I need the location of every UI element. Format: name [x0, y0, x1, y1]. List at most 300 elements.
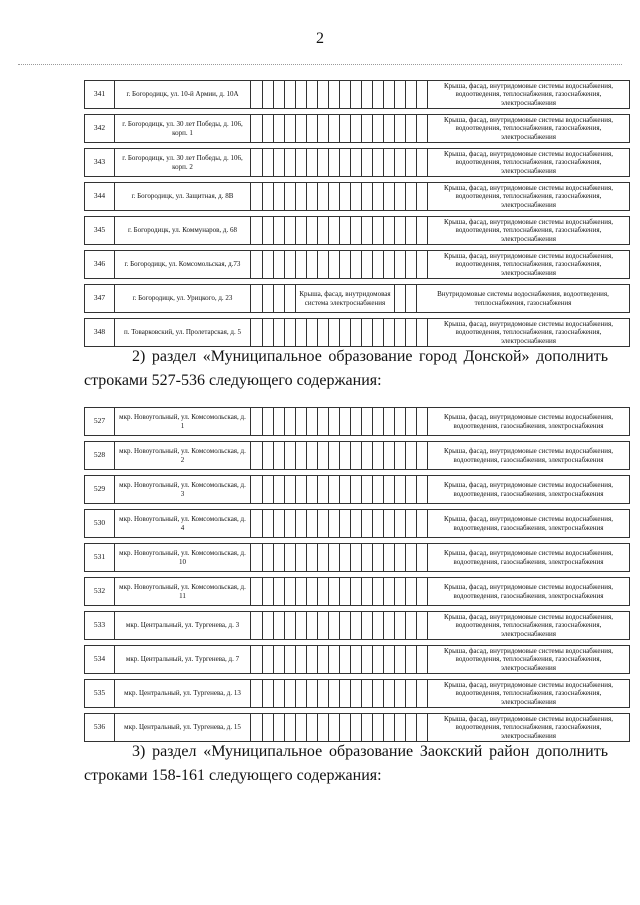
empty-cell	[417, 680, 428, 708]
repair-works: Крыша, фасад, внутридомовые системы водоснабжения, водоотведения, теплоснабжения, газоснабжения, электроснабжения	[428, 612, 630, 640]
empty-cell	[251, 217, 263, 245]
empty-cell	[395, 183, 406, 211]
empty-cell	[340, 578, 351, 606]
empty-cell	[307, 646, 318, 674]
empty-cell	[351, 115, 362, 143]
table-row	[85, 217, 630, 245]
empty-cell	[384, 442, 395, 470]
table-row	[85, 646, 630, 674]
empty-cell	[417, 510, 428, 538]
empty-cell	[351, 149, 362, 177]
empty-cell	[285, 251, 296, 279]
empty-cell	[362, 714, 373, 742]
empty-cell	[362, 149, 373, 177]
empty-cell	[340, 646, 351, 674]
empty-cell	[395, 714, 406, 742]
empty-cell	[296, 442, 307, 470]
table-row	[85, 442, 630, 470]
repair-works: Крыша, фасад, внутридомовые системы водоснабжения, водоотведения, теплоснабжения, газоснабжения, электроснабжения	[428, 183, 630, 211]
table-row	[85, 714, 630, 742]
empty-cell	[263, 714, 274, 742]
empty-cell	[362, 251, 373, 279]
table-row	[85, 510, 630, 538]
building-address: мкр. Центральный, ул. Тургенева, д. 3	[115, 612, 251, 640]
empty-cell	[274, 544, 285, 572]
empty-cell	[373, 115, 384, 143]
empty-cell	[274, 612, 285, 640]
empty-cell	[318, 115, 329, 143]
empty-cell	[296, 646, 307, 674]
empty-cell	[395, 578, 406, 606]
empty-cell	[395, 81, 406, 109]
empty-cell	[285, 115, 296, 143]
empty-cell	[251, 81, 263, 109]
empty-cell	[274, 285, 285, 313]
empty-cell	[395, 408, 406, 436]
empty-cell	[263, 251, 274, 279]
empty-cell	[362, 612, 373, 640]
row-number: 348	[85, 319, 115, 347]
empty-cell	[285, 81, 296, 109]
empty-cell	[362, 646, 373, 674]
empty-cell	[373, 544, 384, 572]
empty-cell	[318, 251, 329, 279]
empty-cell	[362, 544, 373, 572]
empty-cell	[406, 442, 417, 470]
empty-cell	[351, 510, 362, 538]
repair-works: Крыша, фасад, внутридомовые системы водоснабжения, водоотведения, теплоснабжения, газоснабжения, электроснабжения	[428, 115, 630, 143]
empty-cell	[318, 408, 329, 436]
empty-cell	[406, 680, 417, 708]
empty-cell	[417, 612, 428, 640]
empty-cell	[263, 408, 274, 436]
empty-cell	[340, 319, 351, 347]
empty-cell	[263, 680, 274, 708]
empty-cell	[307, 612, 318, 640]
table-row	[85, 149, 630, 177]
empty-cell	[263, 217, 274, 245]
empty-cell	[417, 714, 428, 742]
empty-cell	[384, 81, 395, 109]
empty-cell	[395, 319, 406, 347]
empty-cell	[362, 578, 373, 606]
empty-cell	[351, 217, 362, 245]
table-row	[85, 115, 630, 143]
empty-cell	[307, 578, 318, 606]
building-address: мкр. Новоугольный, ул. Комсомольская, д. 10	[115, 544, 251, 572]
empty-cell	[417, 408, 428, 436]
empty-cell	[373, 714, 384, 742]
scan-dotted-line	[18, 64, 622, 67]
empty-cell	[318, 183, 329, 211]
empty-cell	[251, 115, 263, 143]
empty-cell	[406, 612, 417, 640]
empty-cell	[384, 578, 395, 606]
empty-cell	[285, 319, 296, 347]
empty-cell	[340, 680, 351, 708]
empty-cell	[274, 476, 285, 504]
row-number: 528	[85, 442, 115, 470]
empty-cell	[406, 285, 417, 313]
empty-cell	[351, 442, 362, 470]
building-address: п. Товарковский, ул. Пролетарская, д. 5	[115, 319, 251, 347]
empty-cell	[417, 251, 428, 279]
empty-cell	[274, 115, 285, 143]
empty-cell	[318, 714, 329, 742]
empty-cell	[274, 183, 285, 211]
empty-cell	[285, 646, 296, 674]
empty-cell	[307, 476, 318, 504]
table-row	[85, 81, 630, 109]
building-address: мкр. Центральный, ул. Тургенева, д. 15	[115, 714, 251, 742]
repair-works: Внутридомовые системы водоснабжения, водоотведения, теплоснабжения, газоснабжения	[417, 285, 630, 313]
empty-cell	[373, 680, 384, 708]
empty-cell	[340, 251, 351, 279]
empty-cell	[351, 408, 362, 436]
empty-cell	[263, 612, 274, 640]
empty-cell	[296, 680, 307, 708]
empty-cell	[329, 149, 340, 177]
repair-works: Крыша, фасад, внутридомовые системы водоснабжения, водоотведения, теплоснабжения, газоснабжения, электроснабжения	[428, 680, 630, 708]
row-number: 532	[85, 578, 115, 606]
empty-cell	[384, 115, 395, 143]
empty-cell	[384, 183, 395, 211]
buildings-table-donskoy	[84, 407, 630, 742]
empty-cell	[251, 578, 263, 606]
row-number: 345	[85, 217, 115, 245]
empty-cell	[417, 646, 428, 674]
empty-cell	[285, 183, 296, 211]
empty-cell	[285, 612, 296, 640]
empty-cell	[373, 408, 384, 436]
building-address: г. Богородицк, ул. 30 лет Победы, д. 106, корп. 2	[115, 149, 251, 177]
empty-cell	[373, 578, 384, 606]
repair-works: Крыша, фасад, внутридомовые системы водоснабжения, водоотведения, теплоснабжения, газоснабжения, электроснабжения	[428, 646, 630, 674]
row-number: 347	[85, 285, 115, 313]
empty-cell	[406, 115, 417, 143]
buildings-table-bogoroditsk	[84, 80, 630, 347]
empty-cell	[251, 714, 263, 742]
empty-cell	[263, 183, 274, 211]
empty-cell	[417, 183, 428, 211]
empty-cell	[395, 217, 406, 245]
empty-cell	[318, 217, 329, 245]
empty-cell	[329, 81, 340, 109]
empty-cell	[351, 319, 362, 347]
row-number: 527	[85, 408, 115, 436]
empty-cell	[285, 578, 296, 606]
empty-cell	[329, 442, 340, 470]
empty-cell	[285, 680, 296, 708]
empty-cell	[329, 680, 340, 708]
empty-cell	[362, 81, 373, 109]
empty-cell	[274, 408, 285, 436]
empty-cell	[296, 149, 307, 177]
empty-cell	[362, 476, 373, 504]
empty-cell	[351, 714, 362, 742]
empty-cell	[340, 544, 351, 572]
table-row	[85, 408, 630, 436]
empty-cell	[296, 578, 307, 606]
empty-cell	[395, 442, 406, 470]
empty-cell	[384, 510, 395, 538]
empty-cell	[340, 81, 351, 109]
empty-cell	[384, 476, 395, 504]
empty-cell	[373, 319, 384, 347]
empty-cell	[285, 476, 296, 504]
empty-cell	[263, 510, 274, 538]
empty-cell	[329, 578, 340, 606]
empty-cell	[362, 115, 373, 143]
empty-cell	[318, 680, 329, 708]
empty-cell	[362, 319, 373, 347]
empty-cell	[329, 408, 340, 436]
empty-cell	[373, 251, 384, 279]
row-number: 344	[85, 183, 115, 211]
row-number: 534	[85, 646, 115, 674]
table-row	[85, 680, 630, 708]
empty-cell	[263, 476, 274, 504]
table-row	[85, 285, 630, 313]
empty-cell	[318, 646, 329, 674]
row-number: 342	[85, 115, 115, 143]
empty-cell	[340, 612, 351, 640]
building-address: мкр. Центральный, ул. Тургенева, д. 7	[115, 646, 251, 674]
empty-cell	[373, 510, 384, 538]
empty-cell	[296, 510, 307, 538]
empty-cell	[318, 442, 329, 470]
empty-cell	[318, 510, 329, 538]
empty-cell	[296, 251, 307, 279]
empty-cell	[395, 251, 406, 279]
empty-cell	[285, 442, 296, 470]
empty-cell	[340, 149, 351, 177]
paragraph-donskoy: 2) раздел «Муниципальное образование город Донской» дополнить строками 527-536 следующего содержания:	[84, 348, 608, 389]
empty-cell	[307, 680, 318, 708]
empty-cell	[417, 149, 428, 177]
empty-cell	[329, 476, 340, 504]
empty-cell	[351, 578, 362, 606]
empty-cell	[329, 646, 340, 674]
empty-cell	[251, 285, 263, 313]
empty-cell	[417, 544, 428, 572]
empty-cell	[251, 251, 263, 279]
empty-cell	[285, 544, 296, 572]
empty-cell	[340, 442, 351, 470]
empty-cell	[251, 442, 263, 470]
empty-cell	[307, 544, 318, 572]
empty-cell	[406, 408, 417, 436]
empty-cell	[395, 646, 406, 674]
empty-cell	[395, 476, 406, 504]
row-number: 530	[85, 510, 115, 538]
empty-cell	[406, 81, 417, 109]
empty-cell	[362, 408, 373, 436]
table-row	[85, 319, 630, 347]
empty-cell	[373, 646, 384, 674]
table-row	[85, 578, 630, 606]
building-address: мкр. Новоугольный, ул. Комсомольская, д. 4	[115, 510, 251, 538]
empty-cell	[351, 544, 362, 572]
repair-works: Крыша, фасад, внутридомовые системы водоснабжения, водоотведения, теплоснабжения, газоснабжения, электроснабжения	[428, 149, 630, 177]
empty-cell	[351, 612, 362, 640]
row-number: 533	[85, 612, 115, 640]
empty-cell	[318, 578, 329, 606]
empty-cell	[263, 578, 274, 606]
empty-cell	[251, 183, 263, 211]
empty-cell	[251, 319, 263, 347]
empty-cell	[274, 81, 285, 109]
building-address: г. Богородицк, ул. Защитная, д. 8В	[115, 183, 251, 211]
empty-cell	[307, 442, 318, 470]
empty-cell	[318, 149, 329, 177]
empty-cell	[329, 510, 340, 538]
building-address: мкр. Новоугольный, ул. Комсомольская, д. 2	[115, 442, 251, 470]
empty-cell	[307, 81, 318, 109]
empty-cell	[274, 149, 285, 177]
empty-cell	[307, 115, 318, 143]
empty-cell	[251, 510, 263, 538]
empty-cell	[417, 578, 428, 606]
row-number: 531	[85, 544, 115, 572]
empty-cell	[373, 217, 384, 245]
empty-cell	[406, 714, 417, 742]
empty-cell	[263, 115, 274, 143]
table-row	[85, 612, 630, 640]
empty-cell	[263, 285, 274, 313]
empty-cell	[263, 319, 274, 347]
repair-works: Крыша, фасад, внутридомовые системы водоснабжения, водоотведения, газоснабжения, электроснабжения	[428, 510, 630, 538]
empty-cell	[384, 680, 395, 708]
empty-cell	[329, 544, 340, 572]
empty-cell	[307, 251, 318, 279]
empty-cell	[406, 149, 417, 177]
empty-cell	[274, 251, 285, 279]
repair-works: Крыша, фасад, внутридомовые системы водоснабжения, водоотведения, теплоснабжения, газоснабжения, электроснабжения	[428, 319, 630, 347]
empty-cell	[373, 476, 384, 504]
building-address: г. Богородицк, ул. 10-й Армии, д. 10А	[115, 81, 251, 109]
empty-cell	[417, 217, 428, 245]
empty-cell	[296, 319, 307, 347]
empty-cell	[384, 217, 395, 245]
empty-cell	[417, 81, 428, 109]
building-address: мкр. Новоугольный, ул. Комсомольская, д. 11	[115, 578, 251, 606]
row-number: 346	[85, 251, 115, 279]
building-address: мкр. Новоугольный, ул. Комсомольская, д. 3	[115, 476, 251, 504]
empty-cell	[274, 217, 285, 245]
empty-cell	[285, 408, 296, 436]
empty-cell	[307, 183, 318, 211]
empty-cell	[373, 612, 384, 640]
empty-cell	[351, 251, 362, 279]
empty-cell	[406, 217, 417, 245]
empty-cell	[351, 680, 362, 708]
row-number: 343	[85, 149, 115, 177]
empty-cell	[251, 612, 263, 640]
empty-cell	[285, 217, 296, 245]
empty-cell	[406, 544, 417, 572]
empty-cell	[274, 680, 285, 708]
repair-works: Крыша, фасад, внутридомовые системы водоснабжения, водоотведения, газоснабжения, электроснабжения	[428, 408, 630, 436]
table-row	[85, 251, 630, 279]
empty-cell	[329, 612, 340, 640]
empty-cell	[296, 408, 307, 436]
building-address: мкр. Новоугольный, ул. Комсомольская, д. 1	[115, 408, 251, 436]
empty-cell	[351, 81, 362, 109]
empty-cell	[329, 115, 340, 143]
empty-cell	[329, 319, 340, 347]
table-row	[85, 476, 630, 504]
empty-cell	[373, 81, 384, 109]
empty-cell	[417, 442, 428, 470]
empty-cell	[318, 319, 329, 347]
empty-cell	[362, 510, 373, 538]
empty-cell	[384, 149, 395, 177]
repair-works: Крыша, фасад, внутридомовые системы водоснабжения, водоотведения, теплоснабжения, газоснабжения, электроснабжения	[428, 251, 630, 279]
empty-cell	[406, 646, 417, 674]
empty-cell	[384, 319, 395, 347]
row-number: 529	[85, 476, 115, 504]
empty-cell	[285, 714, 296, 742]
empty-cell	[251, 408, 263, 436]
empty-cell	[318, 81, 329, 109]
empty-cell	[329, 183, 340, 211]
empty-cell	[362, 217, 373, 245]
empty-cell	[362, 680, 373, 708]
row-number: 535	[85, 680, 115, 708]
building-address: г. Богородицк, ул. Комсомольская, д.73	[115, 251, 251, 279]
empty-cell	[285, 149, 296, 177]
empty-cell	[318, 544, 329, 572]
repair-works: Крыша, фасад, внутридомовые системы водоснабжения, водоотведения, газоснабжения, электроснабжения	[428, 578, 630, 606]
empty-cell	[296, 714, 307, 742]
empty-cell	[373, 442, 384, 470]
repair-works: Крыша, фасад, внутридомовые системы водоснабжения, водоотведения, газоснабжения, электроснабжения	[428, 544, 630, 572]
empty-cell	[362, 442, 373, 470]
empty-cell	[307, 408, 318, 436]
empty-cell	[406, 510, 417, 538]
empty-cell	[329, 217, 340, 245]
row-number: 341	[85, 81, 115, 109]
repair-works: Крыша, фасад, внутридомовые системы водоснабжения, водоотведения, газоснабжения, электроснабжения	[428, 476, 630, 504]
empty-cell	[395, 115, 406, 143]
empty-cell	[307, 217, 318, 245]
empty-cell	[395, 510, 406, 538]
repair-works-partial: Крыша, фасад, внутридомовая система электроснабжения	[296, 285, 395, 313]
empty-cell	[307, 510, 318, 538]
empty-cell	[285, 510, 296, 538]
empty-cell	[296, 115, 307, 143]
table-row	[85, 183, 630, 211]
empty-cell	[251, 476, 263, 504]
empty-cell	[406, 319, 417, 347]
building-address: мкр. Центральный, ул. Тургенева, д. 13	[115, 680, 251, 708]
empty-cell	[395, 285, 406, 313]
empty-cell	[307, 319, 318, 347]
empty-cell	[384, 646, 395, 674]
repair-works: Крыша, фасад, внутридомовые системы водоснабжения, водоотведения, теплоснабжения, газоснабжения, электроснабжения	[428, 81, 630, 109]
empty-cell	[406, 183, 417, 211]
empty-cell	[329, 251, 340, 279]
empty-cell	[274, 510, 285, 538]
empty-cell	[340, 217, 351, 245]
empty-cell	[384, 408, 395, 436]
empty-cell	[395, 612, 406, 640]
empty-cell	[384, 714, 395, 742]
empty-cell	[406, 578, 417, 606]
empty-cell	[417, 115, 428, 143]
page-number: 2	[316, 30, 324, 47]
